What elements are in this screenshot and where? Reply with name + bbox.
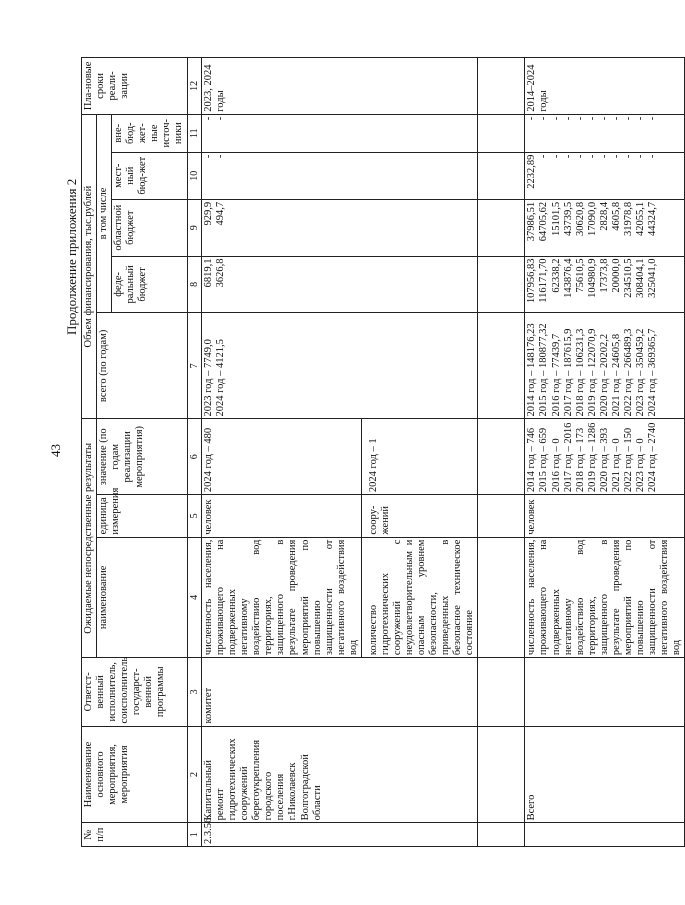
list-item: -: [574, 116, 586, 121]
implementation-terms: 2014–2024 годы: [525, 58, 685, 115]
list-item: -: [215, 154, 227, 159]
header-terms: Пла-новые сроки реали-зации: [82, 58, 188, 115]
list-item: 2021 год – 24605,8: [610, 333, 622, 417]
indicator-name: численность населения, проживающего на подверженных негативному воздействию вод территориях, защищенного в результате проведения мероприятий по повышению защищенности от негативного воздействия вод: [202, 537, 362, 657]
funding-table: [81, 57, 685, 847]
extrabudget-sources: [202, 114, 478, 152]
list-item: 2017 год – 2016: [562, 422, 574, 493]
list-item: 2020 год – 20202,2: [598, 333, 610, 417]
list-item: -: [610, 154, 622, 159]
list-item: -: [562, 116, 574, 121]
indicator-name: количество гидротехнических сооружений с неудовлетворительным и опасным уровнем безопасности, приведенных в безопасное техническое состояние: [361, 537, 478, 657]
list-item: 17373,8: [598, 258, 610, 293]
list-item: 2022 год – 266489,3: [622, 328, 634, 417]
page-number: 43: [48, 444, 63, 457]
col-number: 5: [187, 495, 202, 538]
col-number: 4: [187, 537, 202, 657]
list-item: 2023 год – 7749,0: [203, 339, 214, 417]
column-number-row: [187, 58, 202, 847]
list-item: 2014 год – 746: [526, 427, 538, 493]
list-item: 2232,89: [526, 154, 538, 189]
list-item: 2018 год – 106231,3: [574, 328, 586, 417]
list-item: -: [538, 116, 550, 121]
list-item: 2017 год – 187615,9: [562, 328, 574, 417]
list-item: 494,7: [215, 201, 227, 226]
list-item: 2014 год – 148176,23: [526, 323, 538, 417]
list-item: -: [562, 154, 574, 159]
list-item: -: [622, 116, 634, 121]
list-item: 30620,8: [574, 201, 586, 236]
total-funding: [202, 313, 478, 419]
list-item: -: [586, 116, 598, 121]
list-item: 15101,5: [550, 201, 562, 236]
col-number: 1: [187, 823, 202, 847]
list-item: 62338,2: [550, 258, 562, 293]
list-item: 116171,70: [538, 258, 550, 303]
list-item: -: [215, 116, 227, 121]
list-item: 107956,83: [526, 258, 538, 304]
list-item: -: [574, 154, 586, 159]
list-item: -: [610, 116, 622, 121]
local-budget: [202, 152, 478, 199]
list-item: 2015 год – 180877,32: [538, 323, 550, 417]
list-item: 2020 год – 393: [598, 427, 610, 493]
header-measure-name: Наименование основного мероприятия, мероприятия: [82, 726, 188, 823]
list-item: 325041,0: [647, 258, 658, 298]
table-row: [202, 58, 362, 847]
list-item: 2016 год – 77439,7: [550, 333, 562, 417]
header-indicator-name: наименование: [97, 537, 187, 657]
list-item: 75610,5: [574, 258, 586, 293]
list-item: -: [550, 116, 562, 121]
regional-budget: [202, 199, 478, 256]
list-item: -: [203, 116, 214, 121]
indicator-unit: соору-жений: [361, 495, 478, 538]
indicator-value: 2024 год – 1: [361, 419, 478, 495]
list-item: 2019 год – 122070,9: [586, 328, 598, 417]
list-item: 2021 год – 0: [610, 438, 622, 493]
col-number: 7: [187, 313, 202, 419]
indicator-values: [525, 419, 685, 495]
list-item: 234510,5: [622, 258, 634, 298]
list-item: -: [203, 154, 214, 159]
federal-budget: [525, 256, 685, 313]
col-number: 8: [187, 256, 202, 313]
header-federal: феде-ральный бюджет: [112, 256, 187, 313]
continuation-title: Продолжение приложения 2: [64, 178, 79, 335]
header-including: в том числе: [97, 114, 112, 312]
header-finance-group: Объем финансирования, тыс.рублей: [82, 114, 97, 419]
list-item: 2828,4: [598, 201, 610, 231]
list-item: 104980,9: [586, 258, 598, 298]
list-item: -: [538, 154, 550, 159]
list-item: 2023 год – 350459,2: [634, 328, 646, 417]
local-budget: [525, 152, 685, 199]
list-item: -: [634, 116, 646, 121]
list-item: 2023 год – 0: [634, 438, 646, 493]
list-item: 2024 год – 2740: [647, 422, 658, 493]
list-item: 2024 год – 369365,7: [647, 328, 658, 417]
header-unit: единица измерения: [97, 495, 187, 538]
indicator-value: 2024 год – 480: [202, 419, 362, 495]
list-item: 42055,1: [634, 201, 646, 236]
header-results-group: Ожидаемые непосредственные результаты: [82, 419, 97, 658]
row-number: 2.3.56.: [202, 823, 478, 847]
list-item: 64705,62: [538, 201, 550, 242]
header-regional: областной бюджет: [112, 199, 187, 256]
indicator-unit: человек: [525, 495, 685, 538]
header-extrabudget: вне-бюд-жет-ные источ-ники: [112, 114, 187, 152]
list-item: 929,9: [203, 201, 214, 226]
list-item: 2024 год – 4121,5: [215, 339, 227, 417]
list-item: -: [647, 116, 658, 121]
list-item: -: [526, 116, 538, 121]
list-item: 20000,0: [610, 258, 622, 293]
total-label: Всего: [525, 726, 685, 823]
list-item: 43739,5: [562, 201, 574, 236]
col-number: 3: [187, 658, 202, 726]
list-item: 2018 год – 173: [574, 427, 586, 493]
list-item: -: [586, 154, 598, 159]
list-item: 143876,4: [562, 258, 574, 298]
total-funding: [525, 313, 685, 419]
col-number: 6: [187, 419, 202, 495]
regional-budget: [525, 199, 685, 256]
list-item: 44324,7: [647, 201, 658, 236]
executor: комитет: [202, 658, 478, 726]
col-number: 2: [187, 726, 202, 823]
list-item: -: [647, 154, 658, 159]
list-item: 2019 год – 1286: [586, 422, 598, 493]
list-item: -: [634, 154, 646, 159]
col-number: 11: [187, 114, 202, 152]
federal-budget: [202, 256, 478, 313]
list-item: 2016 год – 0: [550, 438, 562, 493]
header-number: № п/п: [82, 823, 188, 847]
list-item: 2015 год – 659: [538, 427, 550, 493]
list-item: -: [622, 154, 634, 159]
indicator-name: численность населения, проживающего на подверженных негативному воздействию вод территориях, защищенного в результате проведения мероприятий по повышению защищенности от негативного воздействия вод: [525, 537, 685, 657]
list-item: 4605,8: [610, 201, 622, 231]
list-item: -: [598, 154, 610, 159]
list-item: -: [598, 116, 610, 121]
list-item: 308404,1: [634, 258, 646, 298]
total-row: [525, 58, 685, 847]
col-number: 9: [187, 199, 202, 256]
header-value: значение (по годам реализации мероприятия): [97, 419, 187, 495]
list-item: 17090,0: [586, 201, 598, 236]
extrabudget-sources: [525, 114, 685, 152]
header-total: всего (по годам): [97, 313, 187, 419]
col-number: 10: [187, 152, 202, 199]
list-item: 2022 год – 150: [622, 427, 634, 493]
indicator-unit: человек: [202, 495, 362, 538]
list-item: 6819,1: [203, 258, 214, 288]
header-executor: Ответст-венный исполнитель, соисполнитель государст-венной программы: [82, 658, 188, 726]
measure-name: Капитальный ремонт гидротехнических сооружений берегоукрепления городского поселения г.Николаевск Волгоградской области: [202, 726, 478, 823]
list-item: 31978,8: [622, 201, 634, 236]
list-item: 37986,51: [526, 201, 538, 242]
list-item: -: [550, 154, 562, 159]
header-local: мест-ный бюд-жет: [112, 152, 187, 199]
implementation-terms: 2023, 2024 годы: [202, 58, 478, 115]
list-item: 3626,8: [215, 258, 227, 288]
col-number: 12: [187, 58, 202, 115]
header-row-1: [82, 58, 97, 847]
spacer-row: [478, 58, 525, 847]
